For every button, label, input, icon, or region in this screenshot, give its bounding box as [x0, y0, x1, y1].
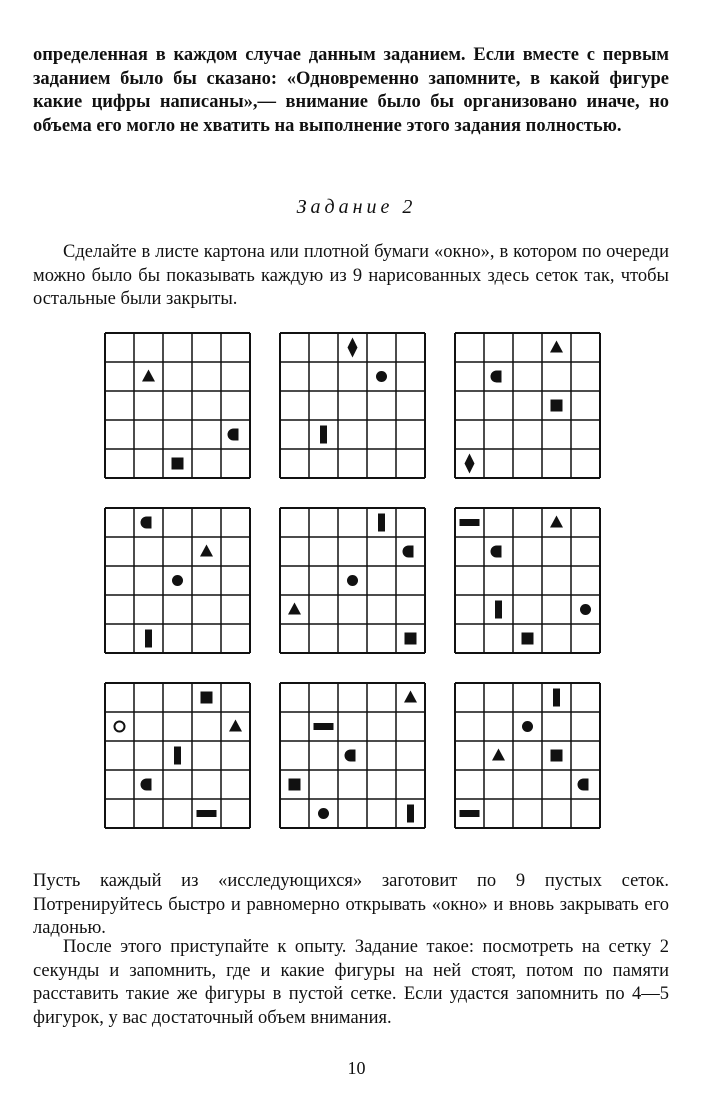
grid-7 [105, 683, 250, 828]
triangle-figure [142, 370, 155, 382]
half-circle-figure [141, 517, 152, 529]
grid-3 [455, 333, 600, 478]
page-number: 10 [347, 1058, 366, 1078]
grid-5 [280, 508, 425, 653]
circle-figure [580, 604, 591, 615]
half-circle-figure [228, 429, 239, 441]
experiment-paragraph: После этого приступайте к опыту. Задание такое: посмотреть на сетку 2 секунды и запомнить, где и какие фигуры на ней стоят, потом по памяти расставить такие же фигуры в пустой сетке. Если удастся запомнить по 4—5 фигурок, у вас достаточный объем внимания. [33, 937, 669, 1028]
vertical-bar-figure [553, 689, 560, 707]
triangle-figure [550, 341, 563, 353]
half-circle-figure [403, 546, 414, 558]
square-figure [405, 633, 417, 645]
triangle-figure [288, 603, 301, 615]
circle-figure [172, 575, 183, 586]
square-figure [551, 750, 563, 762]
diamond-figure [465, 454, 475, 474]
half-circle-figure [491, 371, 502, 383]
square-figure [551, 400, 563, 412]
vertical-bar-figure [495, 601, 502, 619]
circle-figure [318, 808, 329, 819]
half-circle-figure [491, 546, 502, 558]
horizontal-bar-figure [460, 810, 480, 817]
task-heading: Задание 2 [296, 196, 417, 218]
grid-2 [280, 333, 425, 478]
circle-figure [376, 371, 387, 382]
ring-figure [115, 722, 125, 732]
square-figure [172, 458, 184, 470]
half-circle-figure [345, 750, 356, 762]
triangle-figure [200, 545, 213, 557]
triangle-figure [492, 749, 505, 761]
grid-9 [455, 683, 600, 828]
vertical-bar-figure [407, 805, 414, 823]
diamond-figure [348, 338, 358, 358]
half-circle-figure [578, 779, 589, 791]
square-figure [289, 779, 301, 791]
grid-6 [455, 508, 600, 653]
intro-paragraph: определенная в каждом случае данным заданием. Если вместе с первым заданием было бы сказано: «Одновременно запомните, в какой фигуре какие цифры написаны»,— внимание было бы организовано иначе, но объема его могло не хватить на выполнение этого задания полностью. [33, 45, 669, 136]
grid-8 [280, 683, 425, 828]
triangle-figure [404, 691, 417, 703]
horizontal-bar-figure [197, 810, 217, 817]
horizontal-bar-figure [460, 519, 480, 526]
vertical-bar-figure [145, 630, 152, 648]
triangle-figure [550, 516, 563, 528]
square-figure [522, 633, 534, 645]
half-circle-figure [141, 779, 152, 791]
vertical-bar-figure [320, 426, 327, 444]
circle-figure [522, 721, 533, 732]
task-instructions: Сделайте в листе картона или плотной бумаги «окно», в котором по очереди можно было бы показывать каждую из 9 нарисованных здесь сеток так, чтобы остальные были закрыты. [33, 242, 669, 309]
grid-1 [105, 333, 250, 478]
circle-figure [347, 575, 358, 586]
horizontal-bar-figure [314, 723, 334, 730]
triangle-figure [229, 720, 242, 732]
vertical-bar-figure [378, 514, 385, 532]
square-figure [201, 692, 213, 704]
vertical-bar-figure [174, 747, 181, 765]
preparation-paragraph: Пусть каждый из «исследующихся» заготовит по 9 пустых сеток. Потренируйтесь быстро и равномерно открывать «окно» и вновь закрывать его ладонью. [33, 871, 669, 938]
grid-4 [105, 508, 250, 653]
